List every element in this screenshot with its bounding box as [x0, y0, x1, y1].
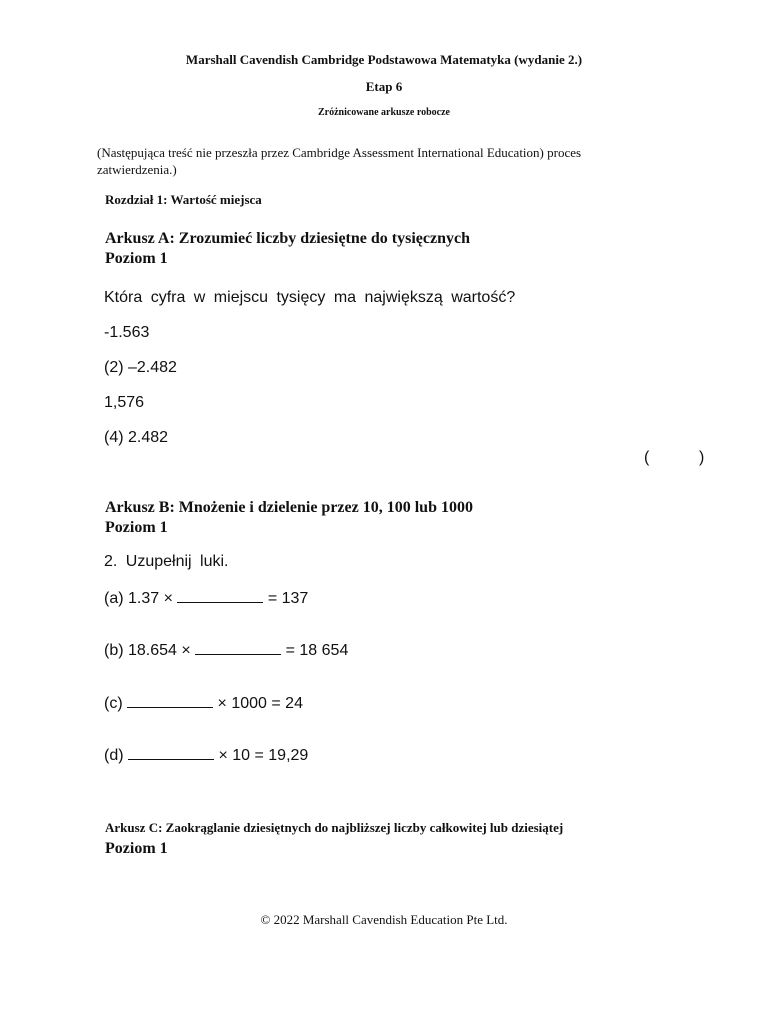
fill-blank-c: [127, 693, 213, 708]
fill-item-d: [104, 745, 308, 765]
fill-item-a: [104, 588, 308, 608]
sheet-a-question: Która cyfra w miejscu tysięcy ma największą wartość?: [104, 289, 516, 306]
fill-item-b-pre: (b) 18.654 ×: [104, 642, 196, 659]
fill-item-d-pre: (d): [104, 747, 128, 764]
stage-label: Etap 6: [365, 79, 403, 94]
sheet-a-option-3: 1,576: [104, 394, 145, 411]
sheet-c-level: Poziom 1: [105, 840, 168, 857]
fill-item-d-post: × 10 = 19,29: [214, 747, 309, 764]
fill-item-a-pre: (a) 1.37 ×: [104, 590, 178, 607]
sheet-b-instruction: 2. Uzupełnij luki.: [104, 553, 229, 570]
fill-blank-b: [195, 640, 281, 655]
document-subtitle: Zróżnicowane arkusze robocze: [317, 107, 450, 118]
sheet-b-level: Poziom 1: [105, 519, 168, 536]
disclaimer-note: (Następująca treść nie przeszła przez Cambridge Assessment International Education) proces zatwierdzenia.): [97, 145, 582, 177]
sheet-a-option-2: (2) –2.482: [104, 359, 177, 376]
sheet-a-option-1: -1.563: [104, 324, 150, 341]
copyright-footer: © 2022 Marshall Cavendish Education Pte Ltd.: [260, 912, 508, 927]
fill-item-a-post: = 137: [263, 590, 309, 607]
document-title: Marshall Cavendish Cambridge Podstawowa Matematyka (wydanie 2.): [185, 52, 583, 67]
sheet-a-level: Poziom 1: [105, 250, 168, 267]
fill-item-c-pre: (c): [104, 695, 128, 712]
fill-item-c-post: × 1000 = 24: [213, 695, 303, 712]
answer-bracket-close: ): [699, 449, 705, 466]
fill-blank-d: [128, 745, 214, 760]
fill-blank-a: [177, 588, 263, 603]
sheet-c-title: Arkusz C: Zaokrąglanie dziesiętnych do najbliższej liczby całkowitej lub dziesiątej: [105, 820, 564, 835]
fill-item-b: [104, 640, 348, 660]
sheet-b-title: Arkusz B: Mnożenie i dzielenie przez 10, 100 lub 1000: [105, 499, 473, 516]
fill-item-b-post: = 18 654: [281, 642, 349, 659]
fill-item-c: [104, 693, 303, 713]
sheet-a-title: Arkusz A: Zrozumieć liczby dziesiętne do tysięcznych: [105, 230, 470, 247]
chapter-heading: Rozdział 1: Wartość miejsca: [105, 192, 262, 207]
sheet-a-option-4: (4) 2.482: [104, 429, 169, 446]
answer-bracket-open: (: [644, 449, 650, 466]
